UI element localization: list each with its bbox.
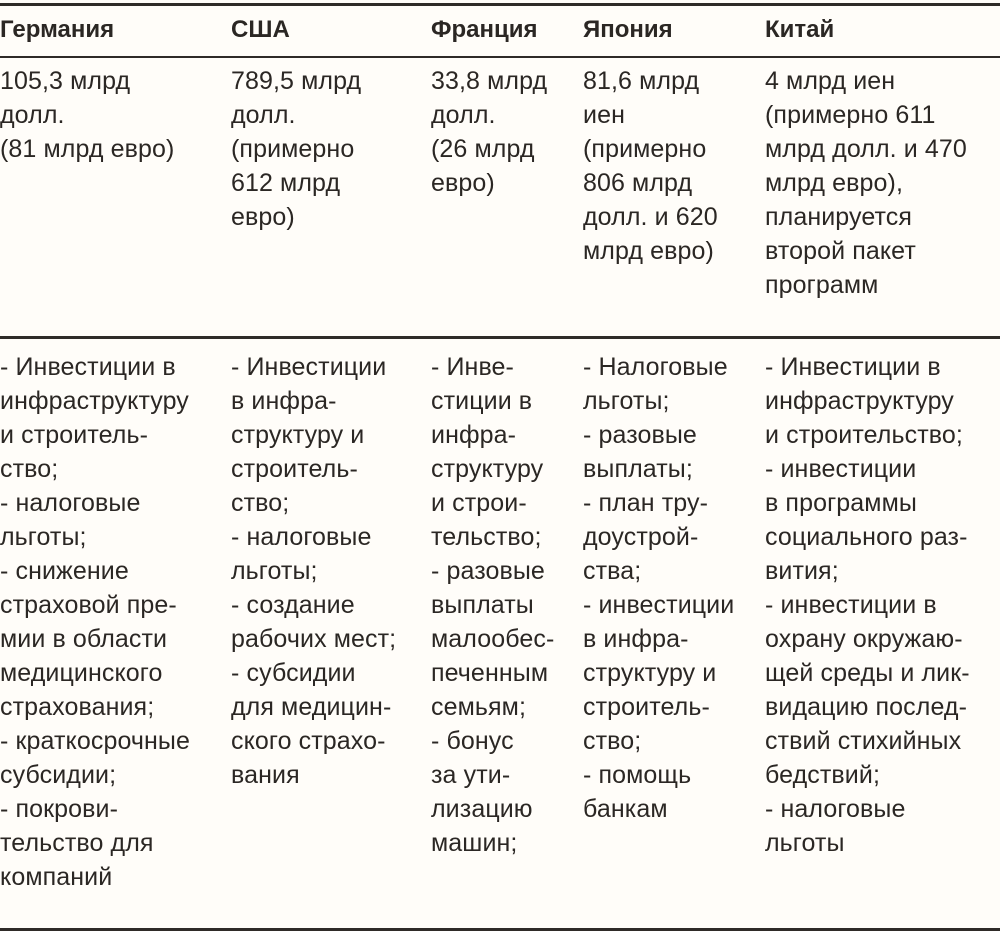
france-measures-cell: - Инве- стиции в инфра- структуру и строи- тельство; - разовые выплаты малообес- печенным семьям; - бонус за ути- лизацию машин;	[431, 353, 555, 857]
france-volume-cell: 33,8 млрд долл. (26 млрд евро)	[431, 67, 548, 197]
china-measures-cell: - Инвестиции в инфраструктуру и строительство; - инвестиции в программы социального раз- вития; - инвестиции в охрану окружаю- щей среды и лик- видацию послед- ствий стихийных бедствий; - налоговые льготы	[765, 353, 970, 857]
header-usa: США	[231, 16, 290, 43]
usa-volume-cell: 789,5 млрд долл. (примерно 612 млрд евро)	[231, 67, 362, 231]
header-rule	[0, 56, 1000, 58]
header-germany: Германия	[0, 16, 115, 43]
germany-measures-cell: - Инвестиции в инфраструктуру и строитель- ство; - налоговые льготы; - снижение страховой пре- мии в области медицинского страхования; - краткосрочные субсидии; - покрови- тельство для компаний	[0, 353, 191, 891]
japan-volume-cell: 81,6 млрд иен (примерно 806 млрд долл. и 620 млрд евро)	[583, 67, 718, 265]
china-volume-cell: 4 млрд иен (примерно 611 млрд долл. и 470 млрд евро), планируется второй пакет программ	[765, 67, 967, 299]
germany-volume-cell: 105,3 млрд долл. (81 млрд евро)	[0, 67, 175, 163]
top-rule	[0, 3, 1000, 6]
header-japan: Япония	[583, 16, 673, 43]
usa-measures-cell: - Инвестиции в инфра- структуру и строитель- ство; - налоговые льготы; - создание рабочих мест; - субсидии для медицин- ского страхо- вания	[231, 353, 397, 789]
middle-rule	[0, 336, 1000, 339]
header-france: Франция	[431, 16, 538, 43]
japan-measures-cell: - Налоговые льготы; - разовые выплаты; - план тру- доустрой- ства; - инвестиции в инфра- структуру и строитель- ство; - помощь банкам	[583, 353, 735, 823]
header-china: Китай	[765, 16, 835, 43]
